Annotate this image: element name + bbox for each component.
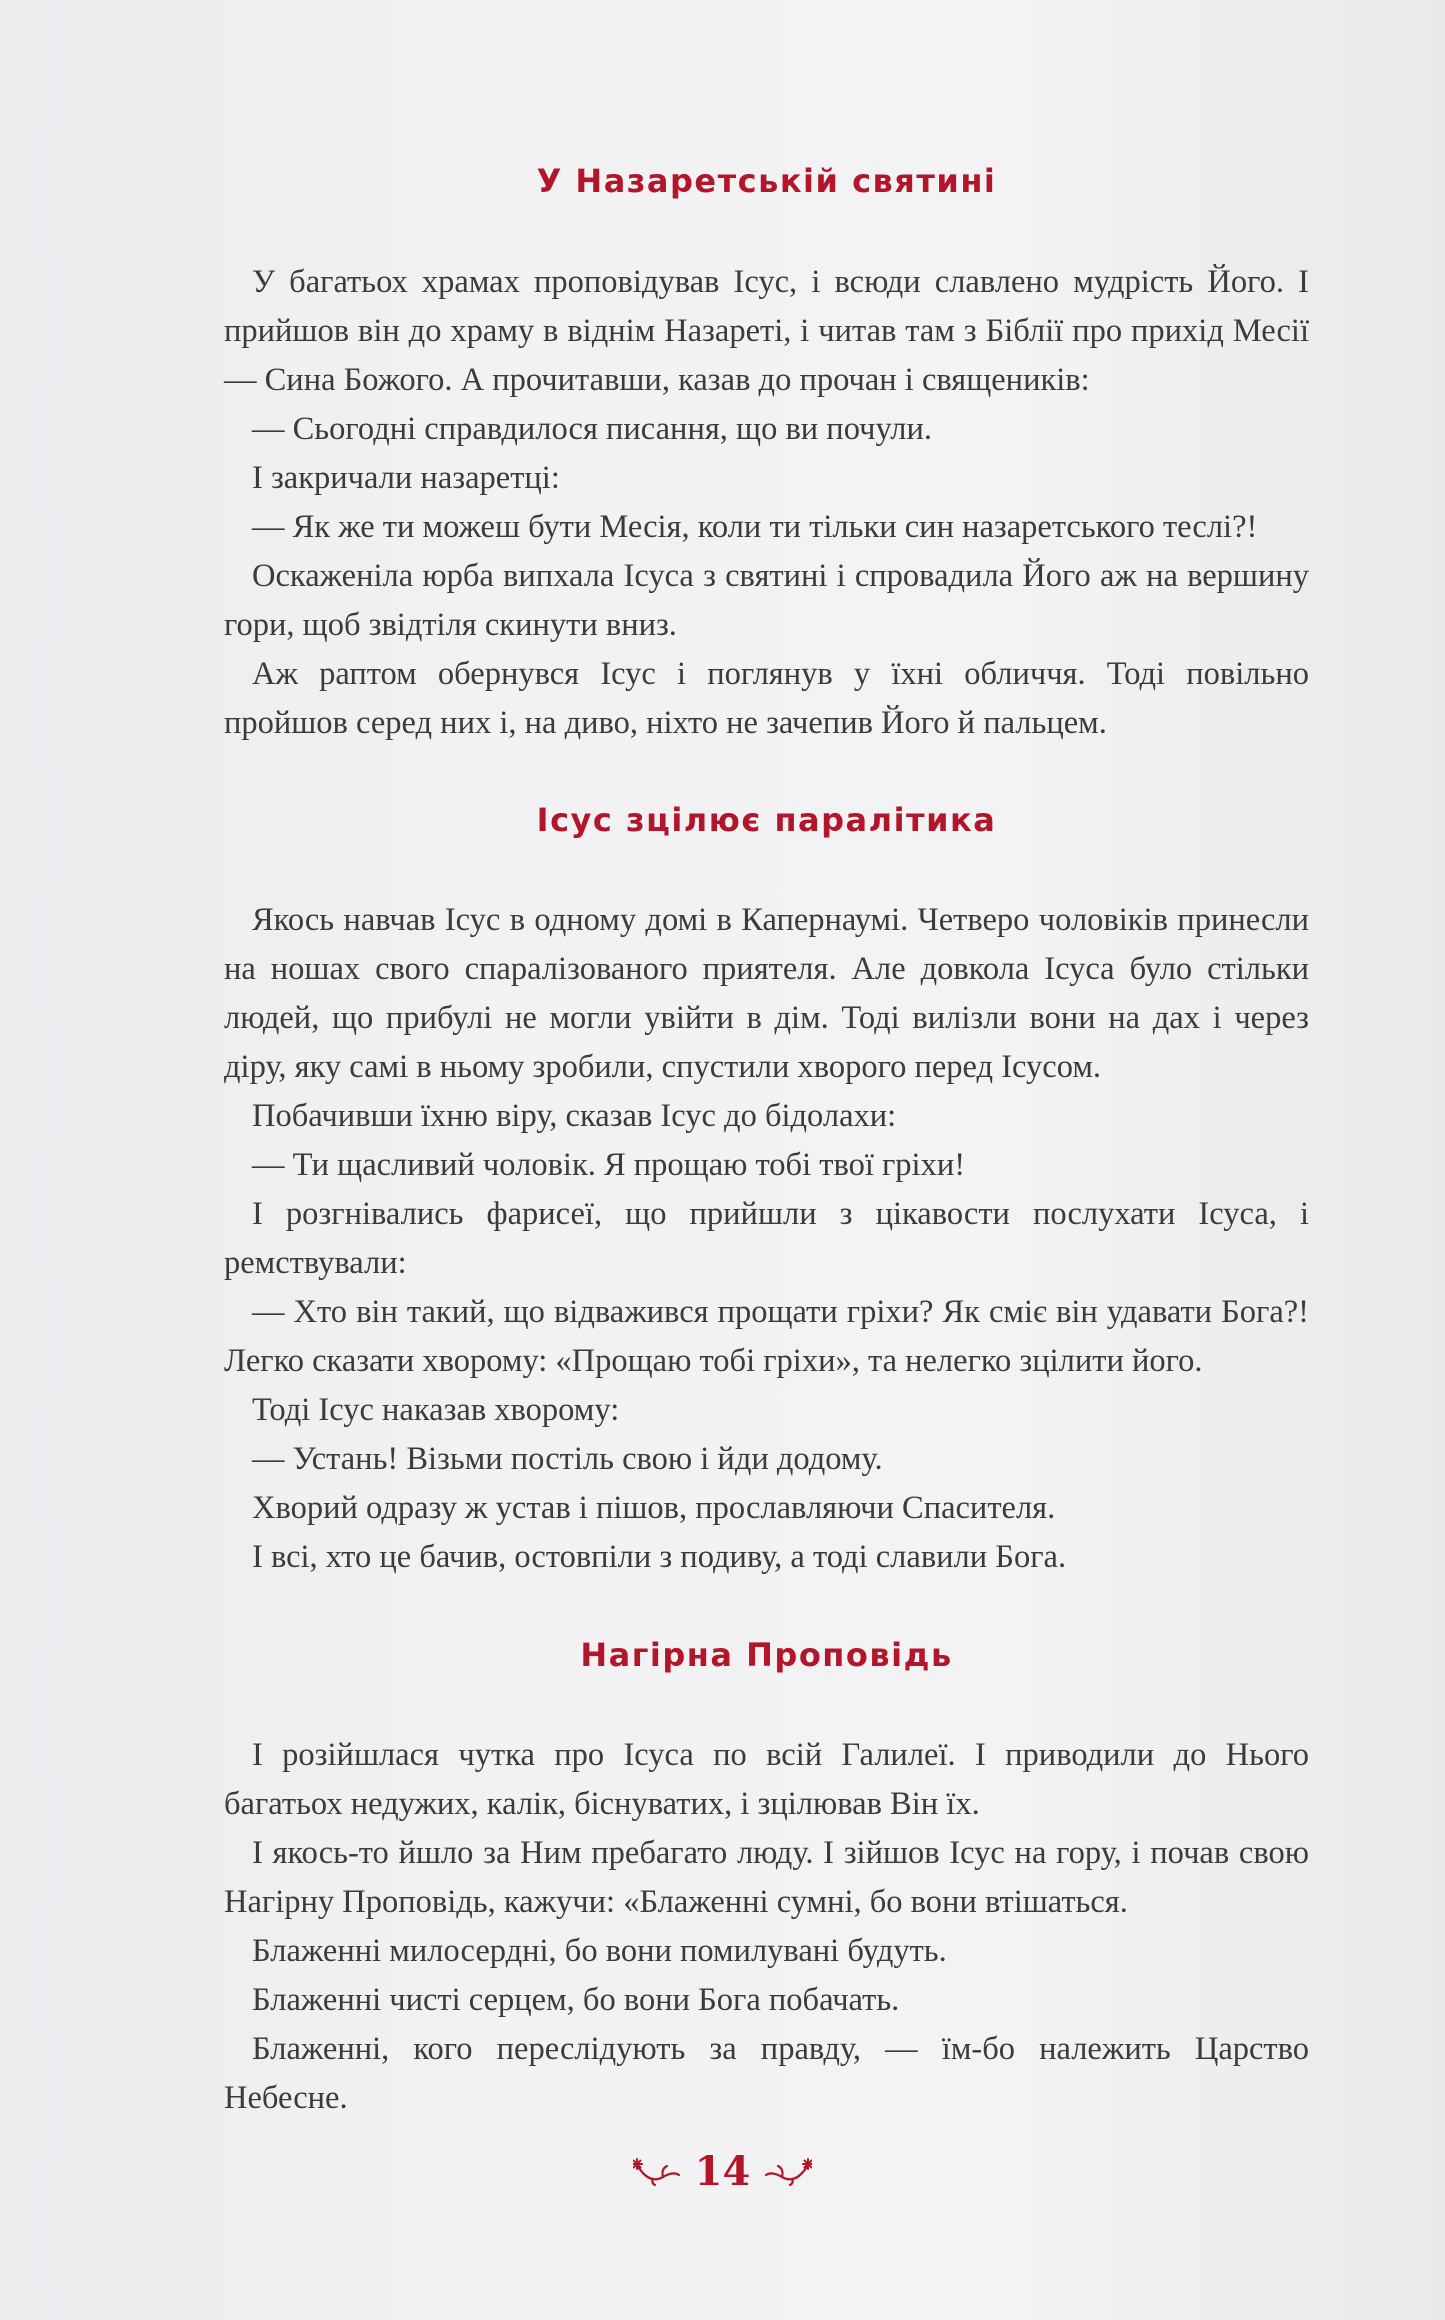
floral-flourish-icon bbox=[633, 2157, 681, 2187]
paragraph: І якось-то йшло за Ним пребагато люду. І зійшов Ісус на гору, і почав свою Нагірну Проповідь, кажучи: «Блаженні сумні, бо вони втішаться. bbox=[224, 1835, 1309, 1920]
paragraph: І закричали назаретці: bbox=[252, 460, 560, 496]
paragraph: — Як же ти можеш бути Месія, коли ти тільки син назаретського теслі?! bbox=[252, 509, 1258, 545]
paragraph: Хворий одразу ж устав і пішов, прославляючи Спасителя. bbox=[252, 1490, 1056, 1526]
floral-flourish-icon bbox=[764, 2157, 812, 2187]
section-title-paralytic: Ісус зцілює паралітика bbox=[536, 801, 997, 839]
section-body-nazareth bbox=[224, 258, 1309, 748]
section-title-sermon: Нагірна Проповідь bbox=[580, 1636, 953, 1674]
paragraph: У багатьох храмах проповідував Ісус, і всюди славлено мудрість Його. І прийшов він до храму в віднім Назареті, і читав там з Біблії про прихід Месії — Сина Божого. А прочитавши, казав до прочан і священиків: bbox=[224, 264, 1309, 398]
page-number: 14 bbox=[694, 2148, 751, 2195]
paragraph: Якось навчав Ісус в одному домі в Капернаумі. Четверо чоловіків принесли на ношах свого спаралізованого приятеля. Але довкола Ісуса було стільки людей, що прибулі не могли увійти в дім. Тоді вилізли вони на дах і через діру, яку самі в ньому зробили, спустили хворого перед Ісусом. bbox=[224, 902, 1309, 1085]
paragraph: Оскаженіла юрба випхала Ісуса з святині і спровадила Його аж на вершину гори, щоб звідтіля скинути вниз. bbox=[224, 558, 1309, 643]
paragraph: Побачивши їхню віру, сказав Ісус до бідолахи: bbox=[252, 1098, 897, 1134]
paragraph: Блаженні милосердні, бо вони помилувані будуть. bbox=[252, 1933, 947, 1969]
paragraph: — Ти щасливий чоловік. Я прощаю тобі твої гріхи! bbox=[252, 1147, 966, 1183]
paragraph: — Хто він такий, що відважився прощати гріхи? Як сміє він удавати Бога?! Легко сказати хворому: «Прощаю тобі гріхи», та нелегко зцілити його. bbox=[224, 1294, 1309, 1379]
paragraph: Блаженні, кого переслідують за правду, — їм-бо належить Царство Небесне. bbox=[224, 2031, 1309, 2116]
paragraph: — Сьогодні справдилося писання, що ви почули. bbox=[252, 411, 933, 447]
paragraph: Блаженні чисті серцем, бо вони Бога побачать. bbox=[252, 1982, 900, 2018]
paragraph: І розійшлася чутка про Ісуса по всій Галилеї. І приводили до Нього багатьох недужих, калік, біснуватих, і зцілював Він їх. bbox=[224, 1737, 1309, 1822]
section-body-sermon bbox=[224, 1731, 1309, 2123]
section-body-paralytic bbox=[224, 896, 1309, 1582]
paragraph: Тоді Ісус наказав хворому: bbox=[252, 1392, 620, 1428]
paragraph: І розгнівались фарисеї, що прийшли з цікавости послухати Ісуса, і ремствували: bbox=[224, 1196, 1309, 1281]
page-footer bbox=[0, 2148, 1445, 2195]
paragraph: І всі, хто це бачив, остовпіли з подиву, а тоді славили Бога. bbox=[252, 1539, 1067, 1575]
section-title-nazareth: У Назаретській святині bbox=[536, 162, 997, 200]
paragraph: Аж раптом обернувся Ісус і поглянув у їхні обличчя. Тоді повільно пройшов серед них і, на диво, ніхто не зачепив Його й пальцем. bbox=[224, 656, 1309, 741]
paragraph: — Устань! Візьми постіль свою і йди додому. bbox=[252, 1441, 883, 1477]
